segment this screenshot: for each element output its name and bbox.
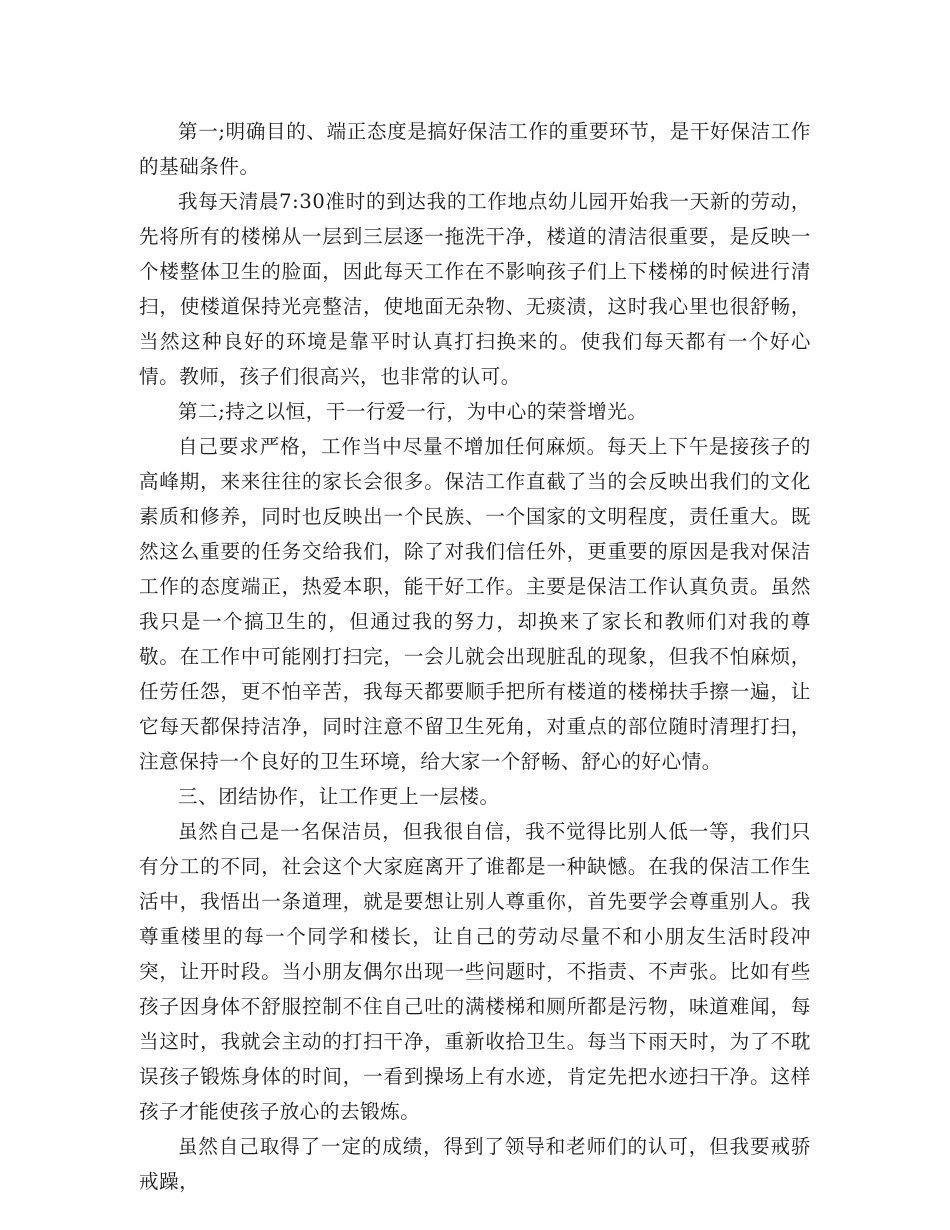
- paragraph-7: 虽然自己取得了一定的成绩，得到了领导和老师们的认可，但我要戒骄戒躁，: [139, 1135, 811, 1193]
- paragraph-6: 虽然自己是一名保洁员，但我很自信，我不觉得比别人低一等，我们只有分工的不同，社会这个大家庭离开了谁都是一种缺憾。在我的保洁工作生活中，我悟出一条道理，就是要想让别人尊重你，首先要学会尊重别人。我尊重楼里的每一个同学和楼长，让自己的劳动尽量不和小朋友生活时段冲突，让开时段。当小朋友偶尔出现一些问题时，不指责、不声张。比如有些孩子因身体不舒服控制不住自己吐的满楼梯和厕所都是污物，味道难闻，每当这时，我就会主动的打扫干净，重新收拾卫生。每当下雨天时，为了不耽误孩子锻炼身体的时间，一看到操场上有水迹，肯定先把水迹扫干净。这样孩子才能使孩子放心的去锻炼。: [139, 820, 811, 1123]
- paragraph-2: 我每天清晨7:30准时的到达我的工作地点幼儿园开始我一天新的劳动，先将所有的楼梯从一层到三层逐一拖洗干净，楼道的清洁很重要，是反映一个楼整体卫生的脸面，因此每天工作在不影响孩子们上下楼梯的时候进行清扫，使楼道保持光亮整洁，使地面无杂物、无痰渍，这时我心里也很舒畅，当然这种良好的环境是靠平时认真打扫换来的。使我们每天都有一个好心情。教师，孩子们很高兴，也非常的认可。: [139, 190, 811, 388]
- paragraph-3: 第二;持之以恒，干一行爱一行，为中心的荣誉增光。: [178, 400, 648, 423]
- paragraph-5: 三、团结协作，让工作更上一层楼。: [178, 785, 500, 808]
- paragraph-1: 第一;明确目的、端正态度是搞好保洁工作的重要环节，是干好保洁工作的基础条件。: [139, 120, 811, 178]
- paragraph-4: 自己要求严格，工作当中尽量不增加任何麻烦。每天上下午是接孩子的高峰期，来来往往的家长会很多。保洁工作直截了当的会反映出我们的文化素质和修养，同时也反映出一个民族、一个国家的文明程度，责任重大。既然这么重要的任务交给我们，除了对我们信任外，更重要的原因是我对保洁工作的态度端正，热爱本职，能干好工作。主要是保洁工作认真负责。虽然我只是一个搞卫生的，但通过我的努力，却换来了家长和教师们对我的尊敬。在工作中可能刚打扫完，一会儿就会出现脏乱的现象，但我不怕麻烦，任劳任怨，更不怕辛苦，我每天都要顺手把所有楼道的楼梯扶手擦一遍，让它每天都保持洁净，同时注意不留卫生死角，对重点的部位随时清理打扫，注意保持一个良好的卫生环境，给大家一个舒畅、舒心的好心情。: [139, 435, 811, 773]
- document-body: [139, 114, 811, 1199]
